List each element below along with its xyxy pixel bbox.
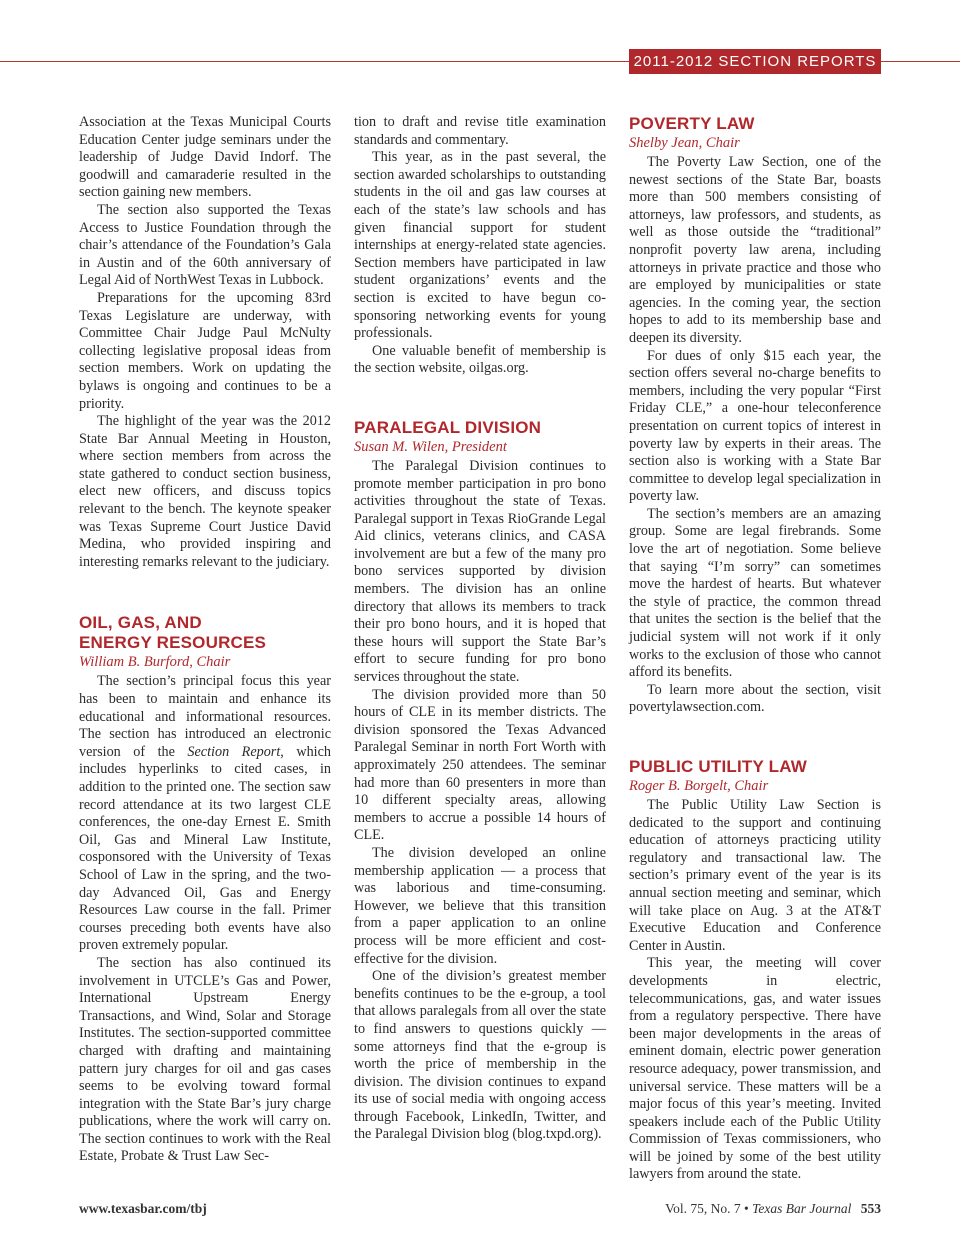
paragraph: The Paralegal Division continues to promote member participation in pro bono activities throughout the state of Texas. Paralegal support in Texas RioGrande Legal Aid clinics, veterans clinics, and CASA involvement are but a few of the many pro bono services supported by division members. The division has an online directory that allows its members to track their pro bono hours, and it is hoped that these hours will support the State Bar’s effort to secure funding for pro bono services throughout the state. xyxy=(354,457,606,686)
paragraph: The section also supported the Texas Access to Justice Foundation through the chair’s attendance of the Foundation’s Gala in Austin and of the 60th anniversary of Legal Aid of NorthWest Texas in Lubbock. xyxy=(79,201,331,289)
paragraph: The section’s principal focus this year has been to maintain and enhance its educational and informational resources. The section has introduced an electronic version of the Section Report, which includes hyperlinks to cited cases, in addition to the printed one. The section saw record attendance at its two largest CLE conferences, the one-day Ernest E. Smith Oil, Gas and Mineral Law Institute, cosponsored with the University of Texas School of Law in the spring, and the two-day Advanced Oil, Gas and Energy Resources Law course in the fall. Primer courses preceding both events have also proven extremely popular. xyxy=(79,673,331,954)
oil-gas-heading xyxy=(79,613,331,653)
paragraph: The section’s members are an amazing group. Some are legal firebrands. Some love the art of negotiation. Some believe that saying “I’m sorry” can sometimes move the hardest of hearts. But whatever the style of practice, the common thread that unites the section is the belief that the judicial system will not work if it only works to the exclusion of those who cannot afford its benefits. xyxy=(629,505,881,681)
paragraph: The section has also continued its involvement in UTCLE’s Gas and Power, International Upstream Energy Transactions, and Wind, Solar and Storage Institutes. The section-supported committee charged with drafting and maintaining pattern jury charges for oil and gas cases seems to be evolving toward formal integration with the State Bar’s jury charge publications, where the work will carry on. The section continues to work with the Real Estate, Probate & Trust Law Sec- xyxy=(79,954,331,1165)
paragraph: The Public Utility Law Section is dedicated to the support and continuing education of attorneys practicing utility regulatory and transactional law. The section’s primary event of the year is its annual section meeting and seminar, which will take place on Aug. 3 at the AT&T Executive Education and Conference Center in Austin. xyxy=(629,797,881,954)
paragraph: This year, the meeting will cover developments in electric, telecommunications, gas, and water issues from a regulatory perspective. There have been major developments in the areas of eminent domain, electric power generation resource adequacy, power transmission, and universal service. These matters will be a major focus of this year’s meeting. Invited speakers include each of the Public Utility Commission of Texas commissioners, who will be joined by some of the best utility lawyers from around the state. xyxy=(629,955,881,1183)
section-banner: 2011-2012 SECTION REPORTS xyxy=(629,49,881,74)
paragraph: This year, as in the past several, the section awarded scholarships to outstanding students in the oil and gas law courses at each of the state’s law schools and has given financial support for student internships at energy-related state agencies. Section members have participated in law student organizations’ events and the section is excited to have begun co-sponsoring networking events for young professionals. xyxy=(354,149,606,342)
paragraph: One of the division’s greatest member benefits continues to be the e-group, a tool that allows paralegals from all over the state to find answers to questions quickly — some attorneys find that the e-group is worth the price of membership in the division. The division continues to expand its use of social media with ongoing access through Facebook, LinkedIn, Twitter, and the Paralegal Division blog (blog.txpd.org). xyxy=(354,968,606,1143)
paragraph: The Poverty Law Section, one of the newest sections of the State Bar, boasts more than 500 members consisting of attorneys, law professors, and students, as well as those outside the “traditional” nonprofit poverty law arena, including attorneys in private practice and those who are employed by municipalities or state agencies. In the coming year, the section hopes to add to its membership base and deepen its diversity. xyxy=(629,154,881,346)
footer-volume: Vol. 75, No. 7 xyxy=(665,1201,741,1216)
footer-bullet: • xyxy=(744,1201,749,1216)
paragraph: Preparations for the upcoming 83rd Texas Legislature are underway, with Committee Chair Judge Paul McNulty collecting legislative proposal ideas from section members. Work on updating the bylaws is ongoing and continues to be a priority. xyxy=(79,289,331,412)
column-3 xyxy=(629,114,881,1184)
footer-website: www.texasbar.com/tbj xyxy=(79,1201,207,1216)
column-1 xyxy=(79,114,331,1166)
poverty-heading: POVERTY LAW xyxy=(629,114,755,133)
paragraph: The highlight of the year was the 2012 State Bar Annual Meeting in Houston, where section members from across the state gathered to conduct section business, elect new officers, and discuss topics relevant to the bench. The keynote speaker was Texas Supreme Court Justice David Medina, who provided inspiring and interesting remarks relevant to the judiciary. xyxy=(79,413,331,570)
footer-citation xyxy=(665,1201,881,1217)
paragraph: The division developed an online membership application — a process that was laborious and time-consuming. However, we believe that this transition from a paper application to an online process will be more efficient and cost-effective for the division. xyxy=(354,844,606,967)
oil-gas-heading-line2: ENERGY RESOURCES xyxy=(79,633,267,653)
page-number: 553 xyxy=(860,1201,881,1216)
paragraph: One valuable benefit of membership is the section website, oilgas.org. xyxy=(354,342,606,377)
oil-gas-heading-line1: OIL, GAS, AND xyxy=(79,613,202,633)
column-2 xyxy=(354,114,606,1144)
paragraph: For dues of only $15 each year, the section offers several no-charge benefits to members, including the very popular “First Friday CLE,” a one-hour teleconference presentation on current topics of interest in poverty law by experts in their areas. The section also is working with a State Bar committee to develop legal specialization in poverty law. xyxy=(629,347,881,505)
public-utility-chair: Roger B. Borgelt, Chair xyxy=(629,778,769,794)
poverty-chair: Shelby Jean, Chair xyxy=(629,135,740,151)
oil-gas-chair: William B. Burford, Chair xyxy=(79,654,231,671)
public-utility-heading: PUBLIC UTILITY LAW xyxy=(629,757,807,776)
paragraph: tion to draft and revise title examination standards and commentary. xyxy=(354,114,606,148)
footer-journal: Texas Bar Journal xyxy=(752,1201,852,1216)
paragraph: The division provided more than 50 hours of CLE in its member districts. The division sponsored the Texas Advanced Paralegal Seminar in north Fort Worth with approximately 250 attendees. The seminar had more than 60 presenters in more than 10 different specialty areas, allowing members to accrue a possible 14 hours of CLE. xyxy=(354,686,606,844)
paragraph: To learn more about the section, visit povertylawsection.com. xyxy=(629,681,881,716)
paralegal-heading: PARALEGAL DIVISION xyxy=(354,417,542,437)
paralegal-chair: Susan M. Wilen, President xyxy=(354,438,507,455)
paragraph: Association at the Texas Municipal Courts Education Center judge seminars under the leadership of Judge David Indorf. The goodwill and camaraderie resulted in the section gaining new members. xyxy=(79,114,331,201)
